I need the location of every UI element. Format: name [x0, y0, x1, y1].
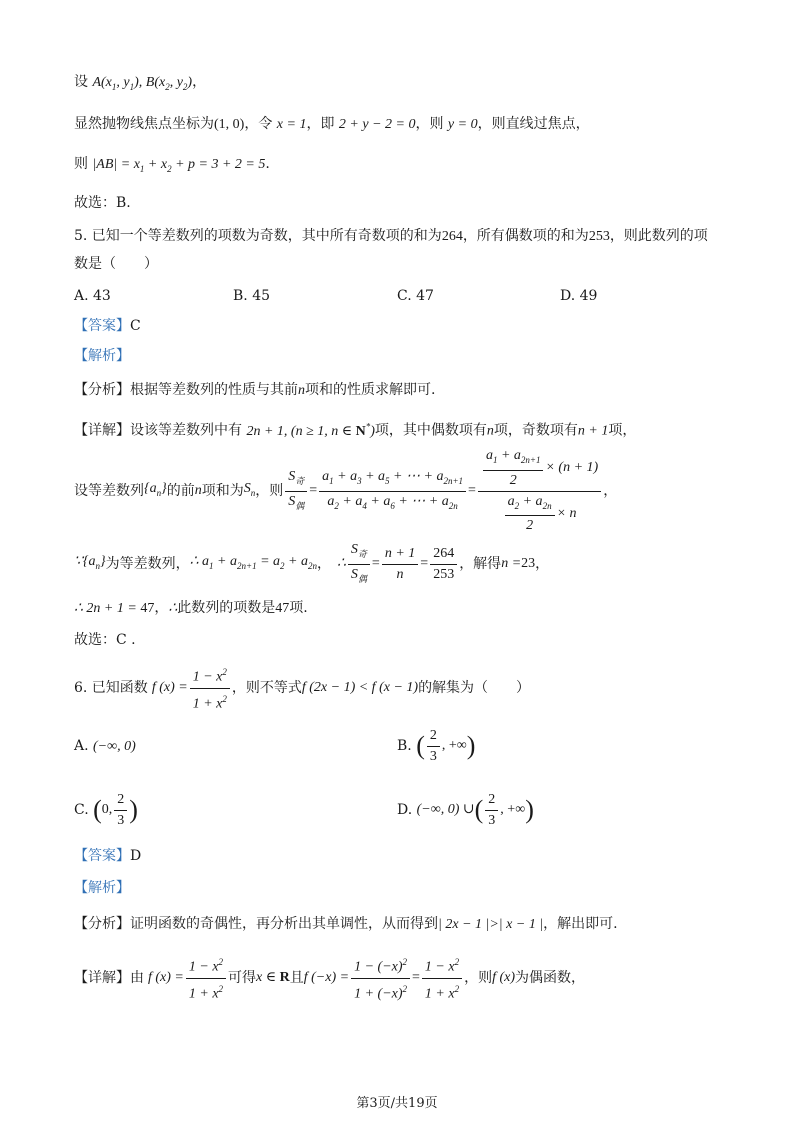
text-line: $\because\{a_n\}$ 为等差数列， ∴ $a_1 + a_{2n+1} = a_2 + a_{2n}$ ， ∴ $\frac{S_奇}{S_偶}$ = $\frac{n + 1}{n}$ = $\frac{264}{253}$ ，解得 n = 23 ，: [74, 540, 549, 588]
number: 253: [588, 229, 610, 244]
text: 显然抛物线焦点坐标为: [74, 116, 214, 132]
text-line: ∴ 2n + 1 = 47，∴此数列的项数是47项.: [74, 600, 308, 616]
text: 的前: [166, 483, 195, 499]
formula: ∴ $a_1 + a_{2n+1} = a_2 + a_{2n}$: [189, 554, 317, 571]
text: 此数列的项数是: [177, 600, 276, 616]
tag: 【详解】: [74, 422, 130, 439]
formula-sum-ratio: $\frac{a_1 + a_3 + a_5 + \cdots + a_{2n+1}}{a_2 + a_4 + a_6 + \cdots + a_{2n}}$: [319, 468, 466, 515]
text: 6. 已知函数: [74, 680, 148, 696]
text: 项.: [289, 600, 308, 616]
text: 由: [130, 970, 144, 986]
text-line: 【分析】证明函数的奇偶性，再分析出其单调性，从而得到| 2x − 1 |>| x − 1 |，解出即可.: [74, 916, 618, 932]
number: 264: [441, 229, 463, 244]
formula: $\frac{1 - x^2}{1 + x^2}$: [190, 663, 230, 713]
formula: $\frac{n + 1}{n}$: [382, 545, 418, 584]
formula: f (2x − 1) < f (x − 1): [301, 680, 419, 695]
text-line: 【详解】 由 f (x) = $\frac{1 - x^2}{1 + x^2}$ 可得 x ∈ R 且 f (−x) = $\frac{1 - (-x)^2}{1 + (-x)^2}$ = $\frac{1 - x^2}{1 + x^2}$ ，则 f (x) 为偶函数，: [74, 952, 585, 1004]
formula: (1, 0): [214, 117, 245, 132]
formula: $\frac{264}{253}$: [430, 545, 457, 584]
formula: $\{a_n\}$: [144, 481, 167, 498]
question-5: [74, 226, 708, 247]
answer-tag: 【答案】: [74, 848, 130, 864]
number: 23: [521, 556, 536, 571]
text: ，: [154, 600, 169, 616]
formula: $|AB| = x_1 + x_2 + p = 3 + 2 = 5$: [92, 157, 266, 174]
text: 设该等差数列中有: [130, 422, 242, 439]
text: 则: [74, 156, 88, 172]
text-line: 故选：C .: [74, 632, 136, 648]
text: ，则直线过焦点，: [477, 116, 590, 132]
formula-points: $A(x_1$, $y_1$), $B(x_2$, $y_2$): [92, 75, 193, 92]
answer-tag: 【答案】: [74, 318, 130, 334]
text: 设: [74, 74, 88, 90]
text: ，即: [306, 116, 335, 132]
text: 为等差数列，: [105, 556, 190, 572]
formula-complex-fraction: $\frac{a_1 + a_{2n+1}}{2}$ × (n + 1) $\frac{a_2 + a_{2n}}{2}$ × n: [478, 447, 601, 536]
text: 可得: [228, 970, 257, 986]
text: 项，: [608, 422, 637, 439]
text: 根据等差数列的性质与其前: [130, 382, 298, 398]
text: 项和为: [201, 483, 244, 499]
analysis-tag: 【解析】: [74, 348, 130, 364]
text: 项，奇数项有: [493, 422, 578, 439]
text: ，则此数列的项: [609, 228, 708, 244]
text: 的解集为（ ）: [418, 680, 531, 696]
option-b: B. ( $\frac{2}{3}$ , +∞ ): [397, 727, 476, 764]
answer-line: [74, 846, 141, 866]
formula-ratio: $\frac{S_奇}{S_偶}$: [348, 541, 370, 588]
tag: 【分析】: [74, 916, 130, 932]
option-d: D. 49: [560, 288, 598, 304]
text: 设等差数列: [74, 483, 144, 499]
formula: y = 0: [447, 117, 478, 132]
number: 47: [275, 601, 290, 616]
text: 项，其中偶数项有: [374, 422, 487, 439]
page-footer: 第3页/共19页: [356, 1096, 438, 1111]
text: ，令: [244, 116, 273, 132]
analysis-tag: 【解析】: [74, 880, 130, 896]
text-line: 设 $A(x_1$, $y_1$), $B(x_2$, $y_2$)，: [74, 74, 207, 92]
answer-value: C: [130, 318, 141, 334]
tag: 【分析】: [74, 382, 130, 398]
text-line: 则 $|AB| = x_1 + x_2 + p = 3 + 2 = 5$.: [74, 156, 270, 174]
number: 47: [140, 601, 155, 616]
text: ，解得: [459, 556, 502, 572]
text-line: 【详解】设该等差数列中有 2n + 1, (n ≥ 1, n ∈ N*)项，其中偶数项有n项，奇数项有n + 1项，: [74, 421, 637, 439]
text: ，解出即可.: [543, 916, 618, 932]
text: 为偶函数，: [515, 970, 586, 986]
tag: 【详解】: [74, 970, 130, 986]
text: ，则: [464, 970, 493, 986]
text: 项和的性质求解即可.: [305, 382, 436, 398]
option-c: C. 47: [397, 288, 434, 304]
text-line: 数是（ ）: [74, 256, 158, 272]
answer-line: [74, 316, 141, 336]
text-line: 【分析】根据等差数列的性质与其前n项和的性质求解即可.: [74, 382, 436, 398]
text: 且: [289, 970, 304, 986]
text: 证明函数的奇偶性，再分析出其单调性，从而得到: [130, 916, 438, 932]
formula: 2 + y − 2 = 0: [338, 117, 416, 132]
option-c: C. ( 0, $\frac{2}{3}$ ): [74, 791, 138, 828]
text: ，则不等式: [231, 680, 302, 696]
option-a: A. (−∞, 0): [74, 738, 136, 754]
text: 5. 已知一个等差数列的项数为奇数，其中所有奇数项的和为: [74, 228, 442, 244]
text: ，则: [255, 483, 284, 499]
formula: 2n + 1, (n ≥ 1, n ∈ N*): [246, 421, 375, 439]
text: ，则: [415, 116, 444, 132]
answer-value: D: [130, 848, 142, 864]
formula-ratio: $\frac{S_奇}{S_偶}$: [285, 468, 307, 515]
question-6: 6. 已知函数 f (x) = $\frac{1 - x^2}{1 + x^2}$ ，则不等式 f (2x − 1) < f (x − 1) 的解集为（ ）: [74, 664, 530, 712]
option-b: B. 45: [233, 288, 271, 304]
option-a: A. 43: [74, 288, 111, 304]
text: ，所有偶数项的和为: [462, 228, 589, 244]
text-line: 故选：B.: [74, 195, 131, 211]
option-d: D. (−∞, 0) ∪ ( $\frac{2}{3}$ , +∞ ): [397, 791, 534, 828]
text-line: [74, 114, 590, 135]
text-line: 设等差数列 $\{a_n\}$ 的前 n 项和为 $S_n$ ，则 $\frac{S_奇}{S_偶}$ = $\frac{a_1 + a_3 + a_5 + \cdots + a_{2n+1}}{a_2 + a_4 + a_6 + \cdots + a_{2n}}$ = $\frac{a_1 + a_{2n+1}}{2}$ × (n + 1) $\frac{a_2 + a_{2n}}{2}$ × n ，: [74, 447, 618, 534]
formula: x = 1: [276, 117, 307, 132]
